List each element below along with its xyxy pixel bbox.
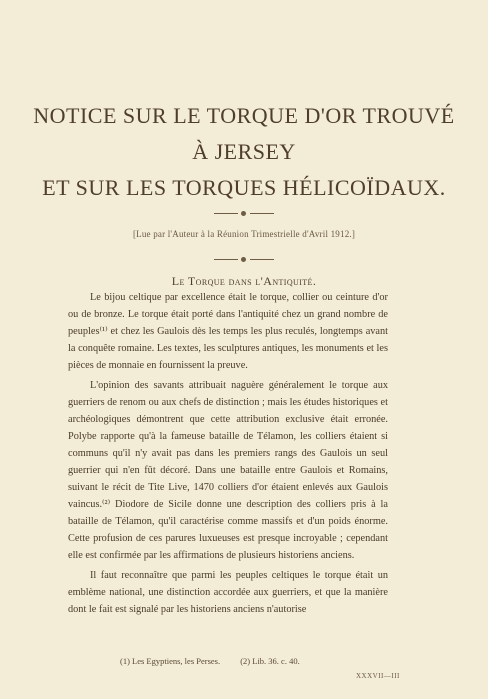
document-title (0, 98, 488, 206)
reading-note: [Lue par l'Auteur à la Réunion Trimestrielle d'Avril 1912.] (132, 229, 356, 239)
title-line-2: À JERSEY (192, 139, 296, 164)
ornament-divider-top (214, 211, 274, 217)
section-heading (0, 274, 488, 289)
paragraph-3: Il faut reconnaître que parmi les peuples celtiques le torque était un emblème national, une distinction accordée aux guerriers, et que la manière dont le fait est signalé par les historiens anciens n'autorise (68, 570, 388, 615)
paragraph-1: Le bijou celtique par excellence était le torque, collier ou ceinture d'or ou de bronze. Le torque était porté dans l'antiquité chez un grand nombre de peuples⁽¹⁾ et chez les Gaulois dès les temps les plus reculés, longtemps avant la conquête romaine. Les textes, les sculptures antiques, les monuments et les pièces de monnaie en fournissent la preuve. (68, 292, 388, 371)
title-line-3: ET SUR LES TORQUES HÉLICOÏDAUX. (42, 175, 446, 200)
body-text (68, 289, 388, 621)
footnotes (120, 656, 318, 666)
paragraph-2: L'opinion des savants attribuait naguère généralement le torque aux guerriers de renom ou aux chefs de distinction ; mais les études historiques et archéologiques démontrent que cette attribution exclusive était erronée. Polybe rapporte qu'à la fameuse bataille de Télamon, les colliers étaient si communs qu'il n'y avait pas dans les premiers rangs des Gaulois un seul guerrier qui n'en fût décoré. Dans une bataille entre Gaulois et Romains, suivant le récit de Tite Live, 1470 colliers d'or étaient enlevés aux Gaulois vaincus.⁽²⁾ Diodore de Sicile donne une description des colliers pris à la bataille de Télamon, qu'il caractérise comme massifs et d'un poids énorme. Cette profusion de ces parures luxueuses est presque incroyable ; cependant elle est confirmée par les affirmations de plusieurs historiens anciens. (68, 380, 388, 561)
title-line-1: NOTICE SUR LE TORQUE D'OR TROUVÉ (33, 103, 455, 128)
ornament-divider-bottom (214, 257, 274, 263)
footnote-1: (1) Les Egyptiens, les Perses. (120, 656, 221, 666)
printer-signature: XXXVII—III (356, 672, 400, 680)
footnote-2: (2) Lib. 36. c. 40. (240, 656, 300, 666)
section-heading-text: Le Torque dans l'Antiquité. (171, 274, 317, 288)
